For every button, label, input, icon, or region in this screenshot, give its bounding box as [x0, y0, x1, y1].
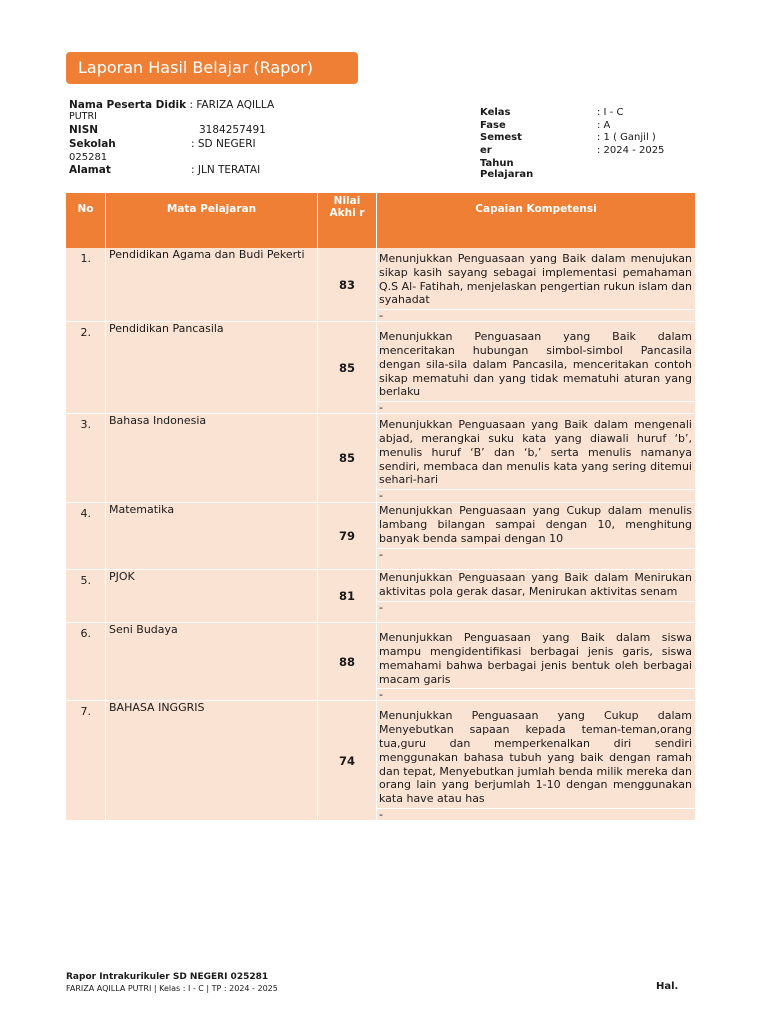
- header-nilai: Nilai Akhi r: [318, 193, 377, 248]
- capaian-text: Menunjukkan Penguasaan yang Baik dalam siswa mampu mengidentifikasi berbagai jenis garis, siswa memahami bahwa berbagai jenis bentuk oleh berbagai macam garis: [379, 631, 692, 686]
- capaian-dash: -: [377, 808, 695, 820]
- capaian-text: Menunjukkan Penguasaan yang Cukup dalam Menyebutkan sapaan kepada teman-teman,orang tua,guru dan memperkenalkan diri sendiri menggunakan bahasa tubuh yang baik dengan ramah dan tepat, Menyebutkan jumlah benda milik mereka dan orang lain yang berjumlah 1-10 dengan menggunakan kata have atau has: [379, 709, 692, 806]
- sekolah-label: Sekolah: [69, 138, 116, 150]
- page-title: Laporan Hasil Belajar (Rapor): [66, 52, 358, 84]
- row-score: 83: [318, 248, 377, 322]
- row-no: 5.: [66, 570, 106, 623]
- table-header-row: [66, 193, 695, 248]
- capaian-text: Menunjukkan Penguasaan yang Baik dalam mengenali abjad, merangkai suku kata yang diawali huruf ‘b’, menulis huruf ‘B’ dan ‘b,’ serta menulis namanya sendiri, membaca dan menulis kata yang sering ditemui sehari-hari: [379, 418, 692, 487]
- kelas-value: : I - C: [597, 107, 624, 118]
- capaian-text: Menunjukkan Penguasaan yang Baik dalam menceritakan hubungan simbol-simbol Pancasila dengan sila-sila dalam Pancasila, menceritakan contoh sikap mematuhi dan yang tidak mematuhi aturan yang berlaku: [379, 330, 692, 399]
- row-score: 88: [318, 623, 377, 701]
- row-subject: Bahasa Indonesia: [106, 414, 318, 503]
- row-score: 79: [318, 503, 377, 570]
- row-subject: Pendidikan Pancasila: [106, 322, 318, 414]
- capaian-dash: -: [377, 489, 695, 501]
- row-subject: Pendidikan Agama dan Budi Pekerti: [106, 248, 318, 322]
- nama-value: : FARIZA AQILLA: [189, 99, 275, 111]
- table-row: [66, 701, 695, 821]
- table-row: [66, 570, 695, 623]
- row-subject: Seni Budaya: [106, 623, 318, 701]
- table-row: [66, 503, 695, 570]
- row-no: 2.: [66, 322, 106, 414]
- class-info: [480, 107, 700, 183]
- alamat-value: : JLN TERATAI: [191, 164, 261, 176]
- row-score: 85: [318, 322, 377, 414]
- table-row: [66, 322, 695, 414]
- row-no: 6.: [66, 623, 106, 701]
- fase-value: : A: [597, 119, 611, 131]
- capaian-dash: -: [377, 601, 695, 613]
- header-capaian: Capaian Kompetensi: [377, 193, 695, 248]
- capaian-text: Menunjukkan Penguasaan yang Baik dalam menujukan sikap kasih sayang sebagai implementasi pemahaman Q.S Al- Fatihah, menjelaskan pengertian rukun islam dan syahadat: [379, 252, 693, 307]
- row-capaian: [377, 623, 695, 701]
- tahun-label-cont: Pelajaran: [480, 169, 534, 180]
- table-row: [66, 623, 695, 701]
- footer-subtitle: FARIZA AQILLA PUTRI | Kelas : I - C | TP : 2024 - 2025: [66, 984, 278, 993]
- header-no: No: [66, 193, 106, 248]
- semester-label-cont: er: [480, 145, 492, 156]
- row-subject: PJOK: [106, 570, 318, 623]
- row-subject: Matematika: [106, 503, 318, 570]
- capaian-dash: -: [377, 548, 695, 560]
- tahun-label: Tahun: [480, 158, 514, 169]
- row-score: 85: [318, 414, 377, 503]
- table-row: [66, 414, 695, 503]
- capaian-dash: -: [377, 688, 695, 700]
- row-score: 74: [318, 701, 377, 821]
- semester-label: Semest: [480, 132, 522, 143]
- row-capaian: [377, 701, 695, 821]
- capaian-dash: -: [377, 309, 695, 321]
- capaian-text: Menunjukkan Penguasaan yang Cukup dalam menulis lambang bilangan sampai dengan 10, menghitung banyak benda sampai dengan 10: [379, 504, 692, 545]
- row-capaian: [377, 414, 695, 503]
- student-info: [69, 99, 349, 179]
- footer-title: Rapor Intrakurikuler SD NEGERI 025281: [66, 972, 269, 982]
- row-no: 7.: [66, 701, 106, 821]
- row-capaian: [377, 503, 695, 570]
- tahun-value: : 2024 - 2025: [597, 145, 665, 156]
- header-mapel: Mata Pelajaran: [106, 193, 318, 248]
- sekolah-value: : SD NEGERI: [191, 138, 256, 150]
- row-subject: BAHASA INGGRIS: [106, 701, 318, 821]
- nisn-label: NISN: [69, 124, 99, 136]
- nama-value-cont: PUTRI: [69, 111, 97, 122]
- row-capaian: [377, 248, 695, 322]
- page-number-label: Hal.: [656, 981, 679, 992]
- nama-label: Nama Peserta Didik: [69, 99, 187, 111]
- row-score: 81: [318, 570, 377, 623]
- row-capaian: [377, 322, 695, 414]
- row-no: 4.: [66, 503, 106, 570]
- sekolah-value-cont: 025281: [69, 152, 108, 163]
- nisn-value: 3184257491: [199, 124, 266, 136]
- alamat-label: Alamat: [69, 164, 111, 176]
- semester-value: : 1 ( Ganjil ): [597, 132, 656, 143]
- kelas-label: Kelas: [480, 107, 511, 118]
- grades-table: [66, 193, 695, 821]
- row-no: 3.: [66, 414, 106, 503]
- capaian-dash: -: [377, 401, 695, 413]
- capaian-text: Menunjukkan Penguasaan yang Baik dalam Menirukan aktivitas pola gerak dasar, Menirukan aktivitas senam: [379, 571, 692, 598]
- footer: [66, 972, 278, 993]
- row-no: 1.: [66, 248, 106, 322]
- fase-label: Fase: [480, 119, 506, 131]
- table-row: [66, 248, 695, 322]
- row-capaian: [377, 570, 695, 623]
